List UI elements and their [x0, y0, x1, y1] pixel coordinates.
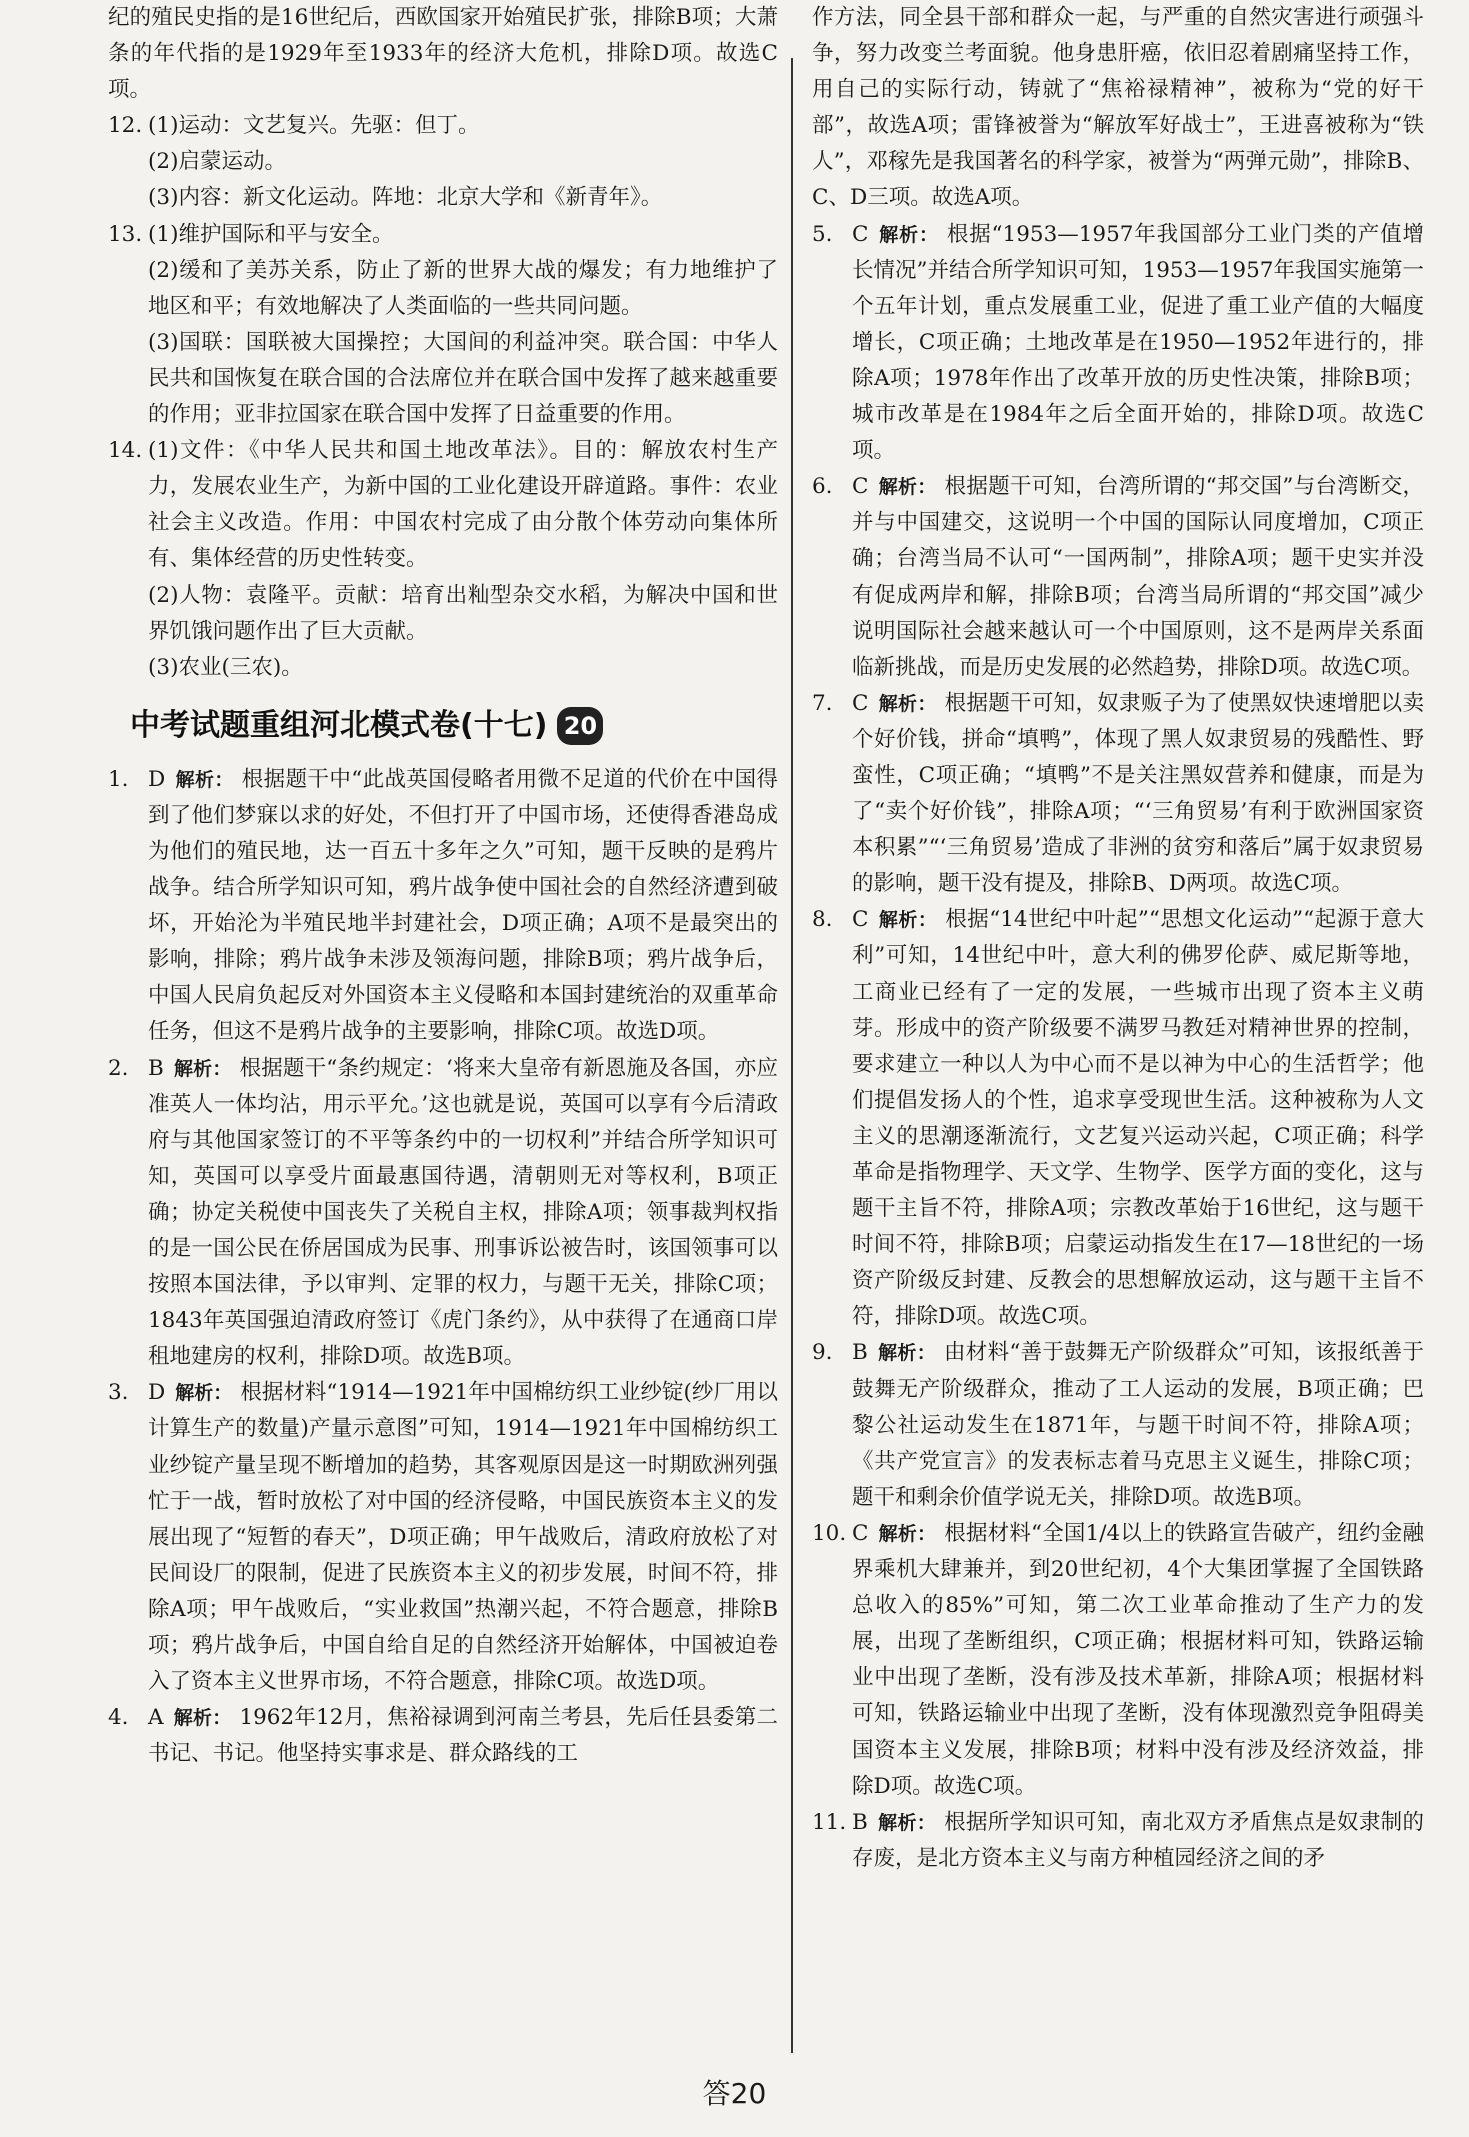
- section-number-badge: 20: [557, 707, 603, 745]
- question-number: 8.: [812, 907, 833, 933]
- analysis-text: 根据题干可知，台湾所谓的“邦交国”与台湾断交，并与中国建交，这说明一个中国的国际认同度增加，C项正确；台湾当局不认可“一国两制”，排除A项；题干史实并没有促成两岸和解，排除B项；台湾当局所谓的“邦交国”减少说明国际社会越来越认可一个中国原则，这不是两岸关系面临新挑战，而是历史发展的必然趋势，排除D项。故选C项。: [852, 474, 1424, 680]
- answer-choice: C: [852, 221, 869, 247]
- answer-item: [812, 1516, 1424, 1805]
- answer-choice: A: [148, 1705, 164, 1731]
- question-number: 6.: [812, 474, 833, 500]
- answer-item: [108, 1051, 778, 1376]
- answer-part: (2)缓和了美苏关系，防止了新的世界大战的爆发；有力地维护了地区和平；有效地解决了人类面临的一些共同问题。: [148, 257, 778, 319]
- answer-item: [812, 469, 1424, 686]
- answer-item: [812, 1335, 1424, 1515]
- answer-item: [108, 1700, 778, 1772]
- section-title: 中考试题重组河北模式卷(十七): [130, 707, 548, 743]
- question-number: 5.: [812, 221, 833, 247]
- column-divider: [791, 58, 793, 2053]
- analysis-text: 根据题干中“此战英国侵略者用微不足道的代价在中国得到了他们梦寐以求的好处，不但打开了中国市场，还使得香港岛成为他们的殖民地，达一百五十多年之久”可知，题干反映的是鸦片战争。结合所学知识可知，鸦片战争使中国社会的自然经济遭到破坏，开始沦为半殖民地半封建社会，D项正确；A项不是最突出的影响，排除；鸦片战争未涉及领海问题，排除B项；鸦片战争后，中国人民肩负起反对外国资本主义侵略和本国封建统治的双重革命任务，但这不是鸦片战争的主要影响，排除C项。故选D项。: [148, 766, 778, 1045]
- answer-part: (2)启蒙运动。: [148, 149, 286, 175]
- question-13: [108, 217, 778, 434]
- answer-part: (1)维护国际和平与安全。: [148, 221, 394, 247]
- continued-text: 纪的殖民史指的是16世纪后，西欧国家开始殖民扩张，排除B项；大萧条的年代指的是1929年至1933年的经济大危机，排除D项。故选C项。: [108, 5, 778, 103]
- analysis-label: 解析：: [878, 692, 937, 715]
- analysis-label: 解析：: [877, 1342, 936, 1365]
- answer-part: (3)农业(三农)。: [148, 654, 303, 680]
- analysis-text: 根据题干可知，奴隶贩子为了使黑奴快速增肥以卖个好价钱，拼命“填鸭”，体现了黑人奴隶贸易的残酷性、野蛮性，C项正确；“填鸭”不是关注黑奴营养和健康，而是为了“卖个好价钱”，排除A项；“‘三角贸易’有利于欧洲国家资本积累”“‘三角贸易’造成了非洲的贫穷和落后”属于奴隶贸易的影响，题干没有提及，排除B、D两项。故选C项。: [852, 690, 1424, 897]
- answer-part: (3)内容：新文化运动。阵地：北京大学和《新青年》。: [148, 185, 663, 211]
- analysis-label: 解析：: [173, 1057, 232, 1080]
- analysis-text: 根据材料“1914—1921年中国棉纺织工业纱锭(纱厂用以计算生产的数量)产量示意图”可知，1914—1921年中国棉纺织工业纱锭产量呈现不断增加的趋势，其客观原因是这一时期欧洲列强忙于一战，暂时放松了对中国的经济侵略，中国民族资本主义的发展出现了“短暂的春天”，D项正确；甲午战败后，清政府放松了对民间设厂的限制，促进了民族资本主义的初步发展，时间不符，排除A项；甲午战败后，“实业救国”热潮兴起，不符合题意，排除B项；鸦片战争后，中国自给自足的自然经济开始解体，中国被迫卷入了资本主义世界市场，不符合题意，排除C项。故选D项。: [148, 1380, 778, 1695]
- question-14: [108, 433, 778, 686]
- analysis-text: 根据“1953—1957年我国部分工业门类的产值增长情况”并结合所学知识可知，1953—1957年我国实施第一个五年计划，重点发展重工业，促进了重工业产值的大幅度增长，C项正确；土地改革是在1950—1952年进行的，排除A项；1978年作出了改革开放的历史性决策，排除B项；城市改革是在1984年之后全面开始的，排除D项。故选C项。: [852, 221, 1424, 464]
- analysis-text: 根据所学知识可知，南北双方矛盾焦点是奴隶制的存废，是北方资本主义与南方种植园经济之间的矛: [852, 1809, 1424, 1871]
- analysis-label: 解析：: [175, 1382, 233, 1405]
- question-number: 9.: [812, 1340, 833, 1366]
- analysis-label: 解析：: [173, 1707, 232, 1730]
- answer-part: (3)国联：国联被大国操控；大国间的利益冲突。联合国：中华人民共和国恢复在联合国的合法席位并在联合国中发挥了越来越重要的作用；亚非拉国家在联合国中发挥了日益重要的作用。: [148, 329, 778, 428]
- answer-item: [812, 1805, 1424, 1877]
- analysis-text: 根据材料“全国1/4以上的铁路宣告破产，纽约金融界乘机大肆兼并，到20世纪初，4个大集团掌握了全国铁路总收入的85%”可知，第二次工业革命推动了生产力的发展，出现了垄断组织，C项正确；根据材料可知，铁路运输业中出现了垄断，没有涉及技术革新，排除A项；根据材料可知，铁路运输业中出现了垄断，没有体现激烈竞争阻碍美国资本主义发展，排除B项；材料中没有涉及经济效益，排除D项。故选C项。: [852, 1520, 1424, 1799]
- analysis-label: 解析：: [878, 223, 939, 246]
- answer-choice: C: [852, 474, 869, 500]
- question-number: 13.: [108, 221, 143, 247]
- analysis-text: 1962年12月，焦裕禄调到河南兰考县，先后任县委第二书记、书记。他坚持实事求是、群众路线的工: [148, 1705, 778, 1767]
- analysis-label: 解析：: [175, 768, 234, 791]
- right-column: [812, 0, 1424, 2037]
- answer-choice: C: [852, 1520, 869, 1546]
- question-number: 11.: [812, 1809, 847, 1835]
- answer-choice: C: [852, 690, 869, 716]
- analysis-label: 解析：: [878, 1522, 937, 1545]
- answer-item: [812, 686, 1424, 903]
- analysis-text: 由材料“善于鼓舞无产阶级群众”可知，该报纸善于鼓舞无产阶级群众，推动了工人运动的发展，B项正确；巴黎公社运动发生在1871年，与题干时间不符，排除A项；《共产党宣言》的发表标志着马克思主义诞生，排除C项；题干和剩余价值学说无关，排除D项。故选B项。: [852, 1340, 1424, 1510]
- answer-choice: B: [852, 1340, 868, 1366]
- continued-text: 作方法，同全县干部和群众一起，与严重的自然灾害进行顽强斗争，努力改变兰考面貌。他身患肝癌，依旧忍着剧痛坚持工作，用自己的实际行动，铸就了“焦裕禄精神”，被称为“党的好干部”，故选A项；雷锋被誉为“解放军好战士”，王进喜被称为“铁人”，邓稼先是我国著名的科学家，被誉为“两弹元勋”，排除B、C、D三项。故选A项。: [812, 5, 1424, 211]
- analysis-label: 解析：: [878, 909, 938, 932]
- answer-part: (1)运动：文艺复兴。先驱：但丁。: [148, 113, 480, 139]
- question-12: [108, 108, 778, 216]
- answer-choice: D: [148, 1380, 166, 1406]
- analysis-text: 根据题干“条约规定：‘将来大皇帝有新恩施及各国，亦应准英人一体均沾，用示平允。’这也就是说，英国可以享有今后清政府与其他国家签订的不平等条约中的一切权利”并结合所学知识可知，英国可以享受片面最惠国待遇，清朝则无对等权利，B项正确；协定关税使中国丧失了关税自主权，排除A项；领事裁判权指的是一国公民在侨居国成为民事、刑事诉讼被告时，该国领事可以按照本国法律，予以审判、定罪的权力，与题干无关，排除C项；1843年英国强迫清政府签订《虎门条约》，从中获得了在通商口岸租地建房的权利，排除D项。故选B项。: [148, 1055, 778, 1370]
- page-number: 答20: [702, 2077, 767, 2110]
- question-number: 14.: [108, 438, 143, 464]
- question-number: 10.: [812, 1520, 847, 1546]
- section-heading: [130, 704, 778, 748]
- question-number: 12.: [108, 113, 143, 139]
- analysis-text: 根据“14世纪中叶起”“思想文化运动”“起源于意大利”可知，14世纪中叶，意大利的佛罗伦萨、威尼斯等地，工商业已经有了一定的发展，一些城市出现了资本主义萌芽。形成中的资产阶级要不满罗马教廷对精神世界的控制，要求建立一种以人为中心而不是以神为中心的生活哲学；他们提倡发扬人的个性，追求享受现世生活。这种被称为人文主义的思潮逐渐流行，文艺复兴运动兴起，C项正确；科学革命是指物理学、天文学、生物学、医学方面的变化，这与题干主旨不符，排除A项；宗教改革始于16世纪，这与题干时间不符，排除B项；启蒙运动指发生在17—18世纪的一场资产阶级反封建、反教会的思想解放运动，这与题干主旨不符，排除D项。故选C项。: [852, 907, 1424, 1330]
- answer-item: [108, 1375, 778, 1700]
- answer-part: (2)人物：袁隆平。贡献：培育出籼型杂交水稻，为解决中国和世界饥饿问题作出了巨大贡献。: [148, 582, 778, 644]
- answer-choice: D: [148, 766, 166, 792]
- answer-item: [108, 762, 778, 1051]
- answer-item: [812, 217, 1424, 470]
- analysis-label: 解析：: [877, 1811, 937, 1834]
- answer-choice: B: [148, 1055, 164, 1081]
- question-number: 2.: [108, 1055, 129, 1081]
- answer-choice: B: [852, 1809, 868, 1835]
- question-number: 4.: [108, 1705, 129, 1731]
- question-number: 7.: [812, 690, 833, 716]
- left-column: [108, 0, 778, 2037]
- answer-part: (1)文件：《中华人民共和国土地改革法》。目的：解放农村生产力，发展农业生产，为新中国的工业化建设开辟道路。事件：农业社会主义改造。作用：中国农村完成了由分散个体劳动向集体所有、集体经营的历史性转变。: [148, 438, 778, 572]
- answer-item: [812, 902, 1424, 1335]
- answer-choice: C: [852, 907, 869, 933]
- question-number: 3.: [108, 1380, 129, 1406]
- question-number: 1.: [108, 766, 129, 792]
- analysis-label: 解析：: [878, 476, 937, 499]
